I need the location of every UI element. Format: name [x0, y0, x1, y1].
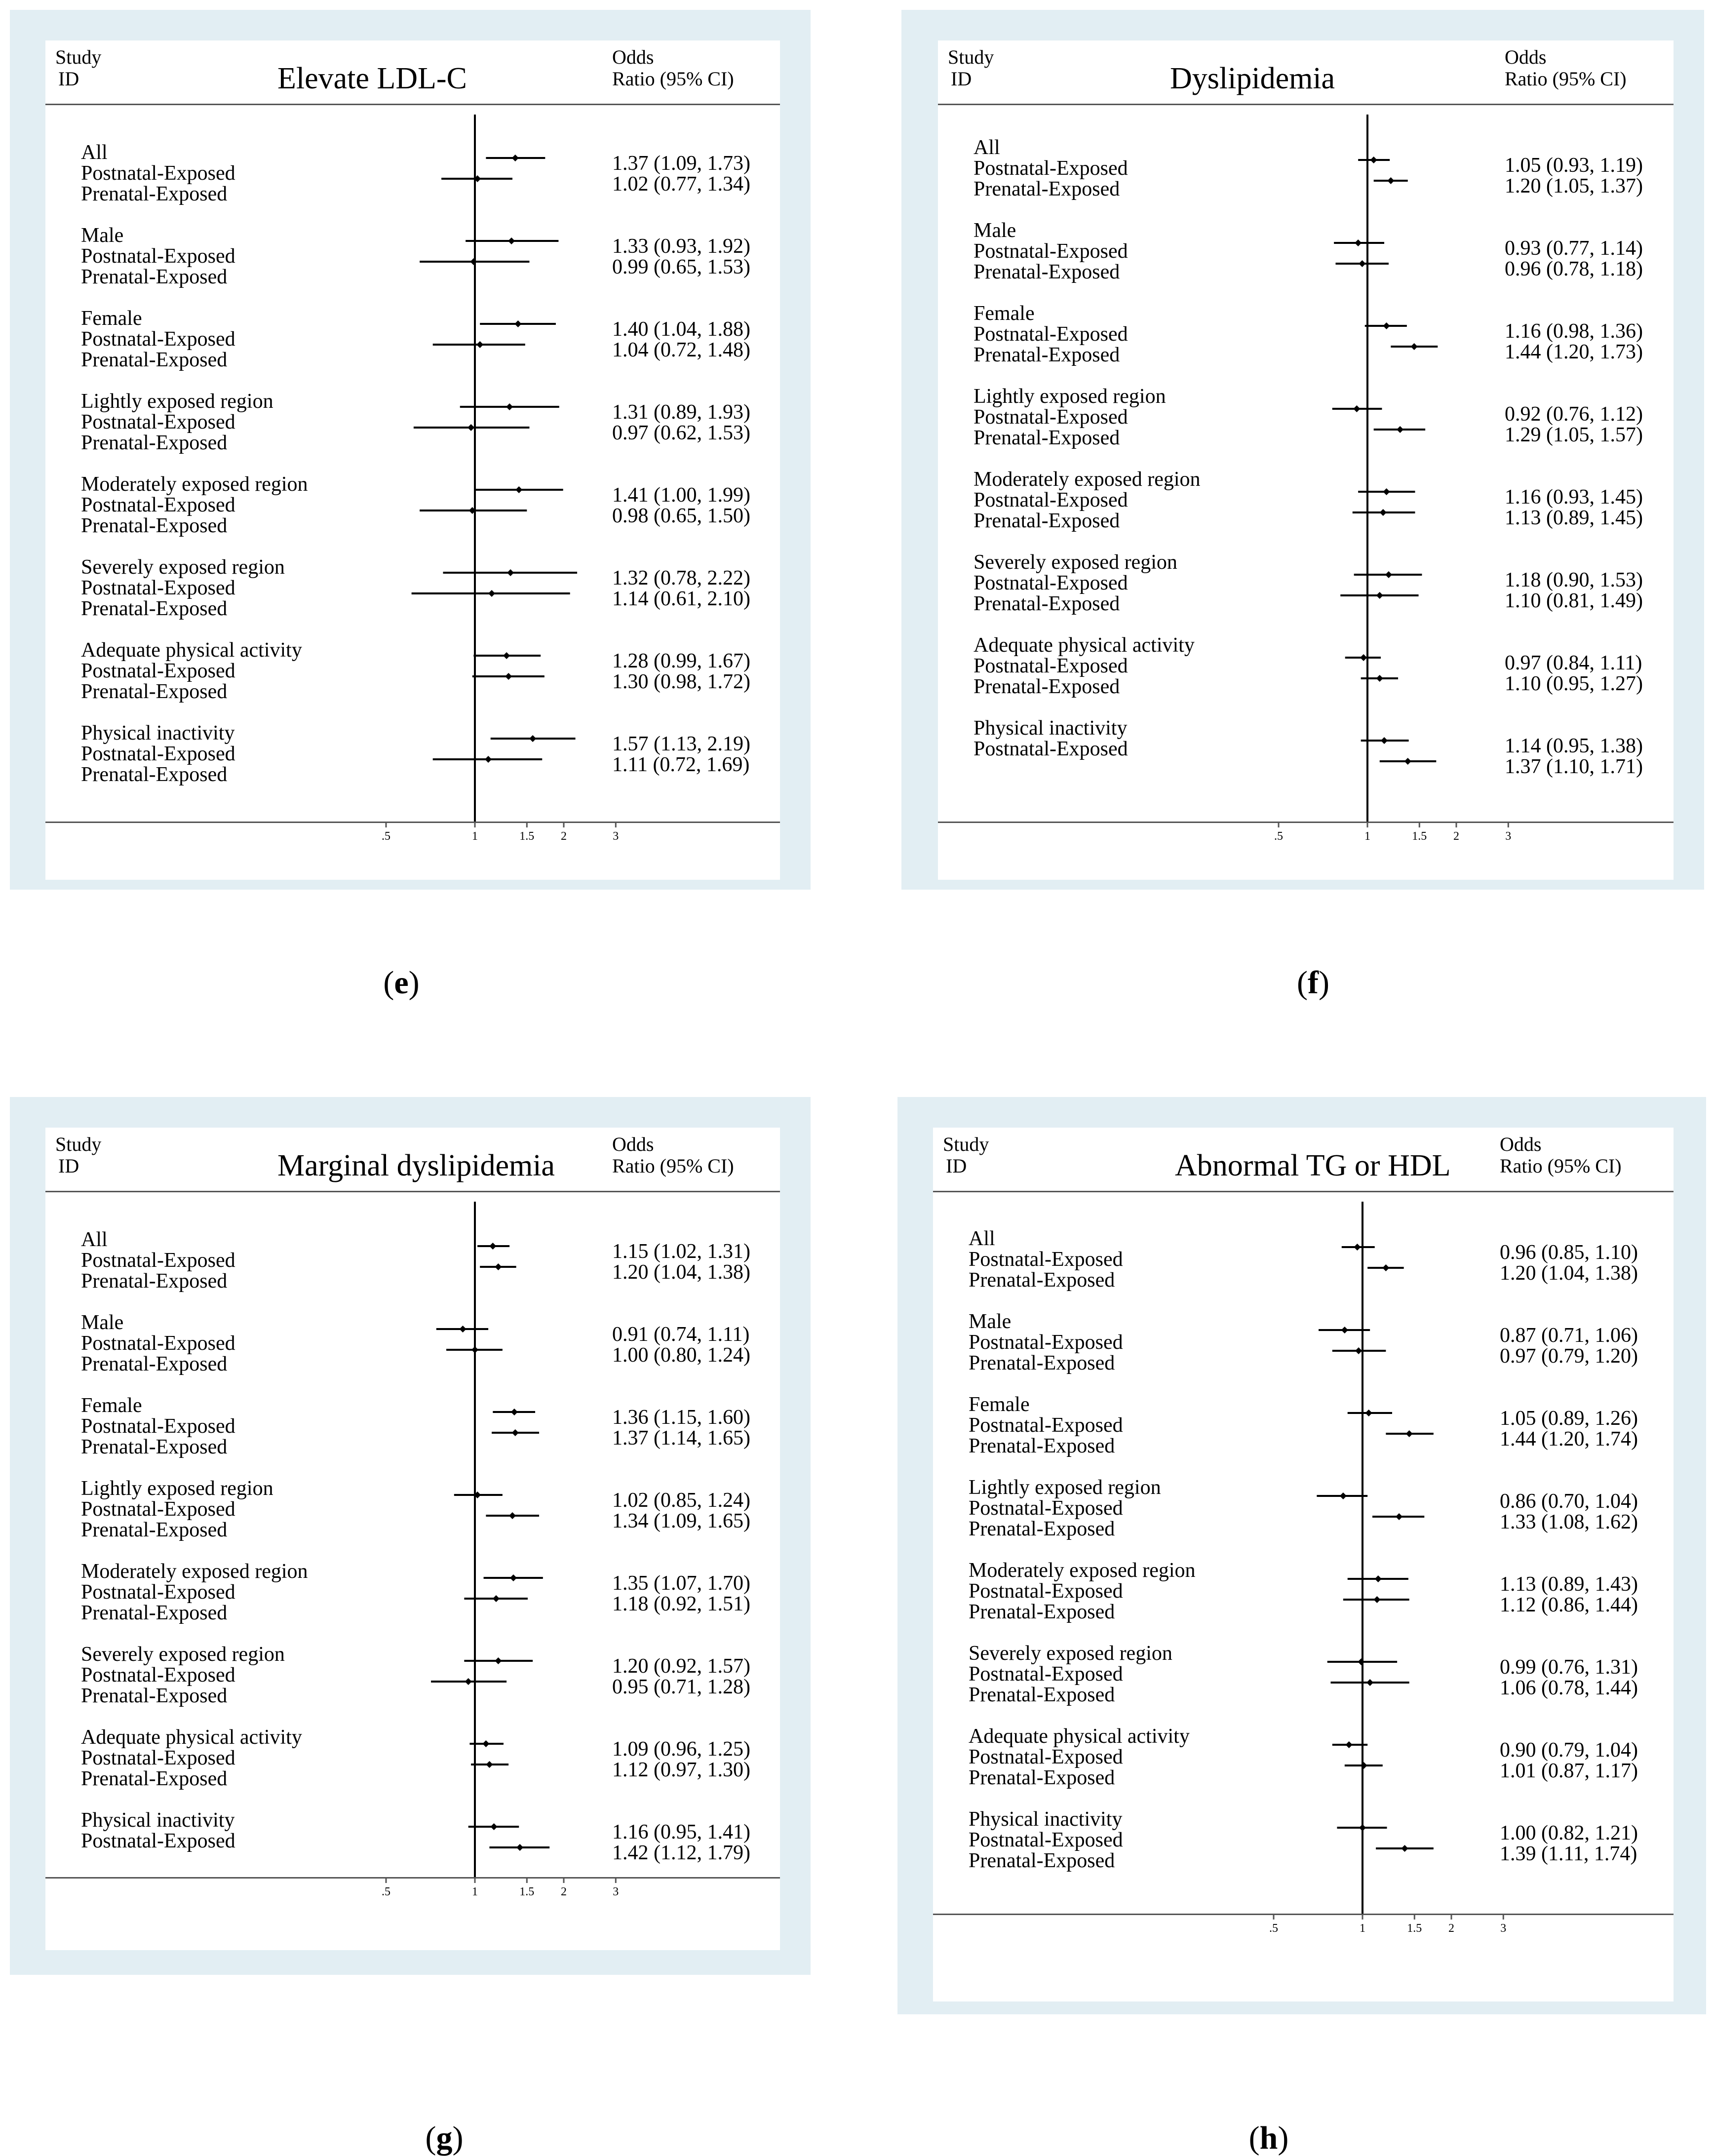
estimate-text: 1.30 (0.98, 1.72) [612, 670, 750, 693]
estimate-text: 0.97 (0.84, 1.11) [1505, 652, 1642, 674]
estimate-text: 1.20 (1.04, 1.38) [1500, 1262, 1638, 1285]
panel-caption: (h) [1248, 2120, 1289, 2156]
subgroup-label: All [81, 1228, 108, 1251]
exposure-label: Postnatal-Exposed [973, 406, 1128, 429]
exposure-label: Postnatal-Exposed [973, 738, 1128, 760]
point-estimate [1366, 1679, 1373, 1686]
study-header: Study [55, 1133, 102, 1155]
estimate-text: 0.92 (0.76, 1.12) [1505, 403, 1643, 426]
study-header: Study [55, 46, 102, 68]
estimate-text: 1.06 (0.78, 1.44) [1500, 1677, 1638, 1699]
estimate-text: 1.14 (0.95, 1.38) [1505, 735, 1643, 757]
exposure-label: Prenatal-Exposed [969, 1684, 1115, 1706]
exposure-label: Postnatal-Exposed [969, 1663, 1123, 1686]
estimate-text: 1.01 (0.87, 1.17) [1500, 1760, 1638, 1782]
exposure-label: Postnatal-Exposed [81, 494, 235, 516]
exposure-label: Postnatal-Exposed [973, 240, 1128, 263]
estimate-text: 1.02 (0.85, 1.24) [612, 1489, 750, 1512]
exposure-label: Prenatal-Exposed [81, 1270, 228, 1293]
x-tick-label: .5 [1274, 830, 1283, 843]
exposure-label: Prenatal-Exposed [81, 431, 228, 454]
exposure-label: Prenatal-Exposed [973, 178, 1120, 200]
panel-letter: e [394, 965, 409, 1001]
exposure-label: Prenatal-Exposed [81, 183, 228, 205]
x-tick-label: 3 [613, 1885, 619, 1898]
subgroup-label: Physical inactivity [973, 717, 1128, 740]
estimate-text: 0.93 (0.77, 1.14) [1505, 237, 1643, 260]
estimate-text: 1.31 (0.89, 1.93) [612, 401, 750, 424]
point-estimate [1402, 1845, 1408, 1852]
exposure-label: Postnatal-Exposed [969, 1580, 1123, 1603]
estimate-text: 1.20 (1.05, 1.37) [1505, 175, 1643, 197]
estimate-text: 1.00 (0.82, 1.21) [1500, 1822, 1638, 1844]
chart-title: Dyslipidemia [1170, 62, 1335, 95]
estimate-text: 0.97 (0.62, 1.53) [612, 422, 750, 444]
exposure-label: Prenatal-Exposed [969, 1269, 1115, 1292]
estimate-text: 1.37 (1.14, 1.65) [612, 1427, 750, 1450]
x-tick-label: 1.5 [1407, 1922, 1422, 1935]
x-tick-label: 2 [1448, 1922, 1454, 1935]
estimate-text: 1.16 (0.95, 1.41) [612, 1821, 750, 1843]
ratio-ci-header: Ratio (95% CI) [1500, 1155, 1622, 1177]
exposure-label: Prenatal-Exposed [973, 510, 1120, 532]
estimate-text: 1.32 (0.78, 2.22) [612, 567, 750, 589]
subgroup-label: Lightly exposed region [973, 385, 1166, 408]
estimate-text: 1.41 (1.00, 1.99) [612, 484, 750, 507]
estimate-text: 0.90 (0.79, 1.04) [1500, 1739, 1638, 1762]
panel-letter: g [436, 2120, 453, 2156]
panel-caption: (e) [383, 965, 420, 1001]
x-tick-label: .5 [382, 830, 390, 843]
subgroup-label: Physical inactivity [969, 1808, 1123, 1831]
estimate-text: 0.95 (0.71, 1.28) [612, 1676, 750, 1698]
estimate-text: 1.18 (0.90, 1.53) [1505, 569, 1643, 591]
point-estimate [1361, 1762, 1367, 1769]
point-estimate [1382, 1264, 1389, 1271]
odds-header: Odds [612, 1133, 654, 1155]
estimate-text: 1.04 (0.72, 1.48) [612, 339, 750, 361]
odds-header: Odds [612, 46, 654, 68]
estimate-text: 1.15 (1.02, 1.31) [612, 1240, 750, 1263]
odds-header: Odds [1500, 1133, 1542, 1155]
point-estimate [1359, 1824, 1366, 1831]
subgroup-label: Severely exposed region [969, 1642, 1172, 1665]
subgroup-label: Male [81, 1311, 124, 1334]
exposure-label: Postnatal-Exposed [969, 1497, 1123, 1520]
exposure-label: Prenatal-Exposed [81, 514, 228, 537]
x-tick-label: 2 [1453, 830, 1459, 843]
subgroup-label: Moderately exposed region [81, 473, 308, 496]
exposure-label: Postnatal-Exposed [81, 328, 235, 351]
estimate-text: 1.05 (0.93, 1.19) [1505, 154, 1643, 177]
estimate-text: 1.42 (1.12, 1.79) [612, 1842, 750, 1864]
point-estimate [1373, 1596, 1380, 1603]
exposure-label: Prenatal-Exposed [81, 1602, 228, 1624]
subgroup-label: Moderately exposed region [973, 468, 1201, 491]
estimate-text: 0.97 (0.79, 1.20) [1500, 1345, 1638, 1368]
exposure-label: Prenatal-Exposed [81, 763, 228, 786]
x-tick-label: .5 [382, 1885, 390, 1898]
estimate-text: 1.11 (0.72, 1.69) [612, 753, 750, 776]
estimate-text: 0.99 (0.65, 1.53) [612, 256, 750, 278]
panel-letter: h [1259, 2120, 1278, 2156]
estimate-text: 1.37 (1.10, 1.71) [1505, 755, 1643, 778]
estimate-text: 0.99 (0.76, 1.31) [1500, 1656, 1638, 1679]
exposure-label: Prenatal-Exposed [969, 1352, 1115, 1374]
subgroup-label: Moderately exposed region [81, 1560, 308, 1583]
subgroup-label: Female [81, 307, 142, 330]
panel-caption: (g) [425, 2120, 464, 2156]
estimate-text: 1.44 (1.20, 1.74) [1500, 1428, 1638, 1450]
subgroup-label: Male [973, 219, 1016, 242]
point-estimate [1346, 1741, 1353, 1748]
x-tick-label: 3 [1500, 1922, 1507, 1935]
x-tick-label: 1.5 [519, 1885, 535, 1898]
estimate-text: 0.98 (0.65, 1.50) [612, 505, 750, 527]
id-header: ID [58, 1155, 79, 1177]
estimate-text: 0.96 (0.85, 1.10) [1500, 1241, 1638, 1264]
point-estimate [1396, 1513, 1402, 1520]
estimate-text: 1.14 (0.61, 2.10) [612, 588, 750, 610]
x-tick-label: 1.5 [1412, 830, 1427, 843]
exposure-label: Postnatal-Exposed [81, 1332, 235, 1355]
exposure-label: Prenatal-Exposed [969, 1766, 1115, 1789]
estimate-text: 1.37 (1.09, 1.73) [612, 152, 750, 175]
point-estimate [1365, 1410, 1372, 1416]
chart-title: Elevate LDL-C [277, 62, 467, 95]
estimate-text: 1.05 (0.89, 1.26) [1500, 1407, 1638, 1430]
subgroup-label: Lightly exposed region [81, 390, 273, 413]
x-tick-label: 1 [472, 830, 478, 843]
exposure-label: Postnatal-Exposed [969, 1414, 1123, 1437]
exposure-label: Postnatal-Exposed [81, 1498, 235, 1521]
estimate-text: 1.16 (0.98, 1.36) [1505, 320, 1643, 343]
estimate-text: 1.13 (0.89, 1.43) [1500, 1573, 1638, 1596]
x-tick-label: 3 [613, 830, 619, 843]
estimate-text: 0.86 (0.70, 1.04) [1500, 1490, 1638, 1513]
ratio-ci-header: Ratio (95% CI) [612, 1155, 734, 1177]
exposure-label: Prenatal-Exposed [81, 1685, 228, 1707]
exposure-label: Postnatal-Exposed [81, 1747, 235, 1769]
exposure-label: Postnatal-Exposed [81, 1830, 235, 1852]
ratio-ci-header: Ratio (95% CI) [1505, 68, 1627, 90]
estimate-text: 1.20 (0.92, 1.57) [612, 1655, 750, 1678]
study-header: Study [943, 1133, 989, 1155]
x-tick-label: 1.5 [519, 830, 535, 843]
x-tick-label: 1 [1364, 830, 1370, 843]
estimate-text: 1.33 (1.08, 1.62) [1500, 1511, 1638, 1533]
exposure-label: Postnatal-Exposed [81, 411, 235, 433]
estimate-text: 1.40 (1.04, 1.88) [612, 318, 750, 341]
subgroup-label: All [973, 136, 1000, 159]
exposure-label: Prenatal-Exposed [973, 344, 1120, 366]
estimate-text: 1.57 (1.13, 2.19) [612, 733, 750, 755]
estimate-text: 1.02 (0.77, 1.34) [612, 173, 750, 196]
chart-title: Abnormal TG or HDL [1175, 1149, 1451, 1182]
subgroup-label: Severely exposed region [81, 1643, 285, 1666]
estimate-text: 1.12 (0.97, 1.30) [612, 1759, 750, 1781]
exposure-label: Prenatal-Exposed [81, 1436, 228, 1458]
exposure-label: Prenatal-Exposed [969, 1849, 1115, 1872]
estimate-text: 1.18 (0.92, 1.51) [612, 1593, 750, 1615]
x-tick-label: 1 [1360, 1922, 1365, 1935]
subgroup-label: Adequate physical activity [81, 639, 302, 662]
x-tick-label: 2 [561, 830, 567, 843]
estimate-text: 1.16 (0.93, 1.45) [1505, 486, 1643, 509]
estimate-text: 1.12 (0.86, 1.44) [1500, 1594, 1638, 1616]
point-estimate [1406, 1430, 1413, 1437]
exposure-label: Prenatal-Exposed [81, 266, 228, 288]
estimate-text: 1.10 (0.81, 1.49) [1505, 589, 1643, 612]
point-estimate [1358, 1658, 1364, 1665]
subgroup-label: Male [81, 224, 124, 247]
point-estimate [1341, 1327, 1348, 1333]
subgroup-label: All [969, 1227, 995, 1250]
subgroup-label: Male [969, 1310, 1012, 1333]
subgroup-label: Adequate physical activity [969, 1725, 1190, 1748]
estimate-text: 0.96 (0.78, 1.18) [1505, 258, 1643, 280]
subgroup-label: Severely exposed region [81, 556, 285, 579]
estimate-text: 1.29 (1.05, 1.57) [1505, 424, 1643, 446]
id-header: ID [951, 68, 972, 90]
exposure-label: Postnatal-Exposed [81, 577, 235, 599]
exposure-label: Prenatal-Exposed [969, 1518, 1115, 1540]
exposure-label: Postnatal-Exposed [973, 572, 1128, 594]
exposure-label: Prenatal-Exposed [973, 592, 1120, 615]
chart-title: Marginal dyslipidemia [277, 1149, 555, 1182]
estimate-text: 1.36 (1.15, 1.60) [612, 1406, 750, 1429]
id-header: ID [946, 1155, 967, 1177]
point-estimate [1340, 1492, 1347, 1499]
exposure-label: Prenatal-Exposed [81, 1353, 228, 1375]
estimate-text: 0.87 (0.71, 1.06) [1500, 1324, 1638, 1347]
exposure-label: Postnatal-Exposed [973, 157, 1128, 180]
exposure-label: Prenatal-Exposed [973, 427, 1120, 449]
exposure-label: Postnatal-Exposed [973, 323, 1128, 346]
estimate-text: 1.44 (1.20, 1.73) [1505, 341, 1643, 363]
subgroup-label: Lightly exposed region [969, 1476, 1161, 1499]
exposure-label: Postnatal-Exposed [969, 1829, 1123, 1851]
estimate-text: 1.13 (0.89, 1.45) [1505, 507, 1643, 529]
panel-letter: f [1308, 965, 1319, 1001]
odds-header: Odds [1505, 46, 1547, 68]
exposure-label: Prenatal-Exposed [81, 680, 228, 703]
exposure-label: Prenatal-Exposed [969, 1601, 1115, 1623]
subgroup-label: Adequate physical activity [81, 1726, 302, 1749]
exposure-label: Postnatal-Exposed [969, 1746, 1123, 1768]
estimate-text: 1.33 (0.93, 1.92) [612, 235, 750, 258]
exposure-label: Postnatal-Exposed [973, 489, 1128, 511]
exposure-label: Postnatal-Exposed [81, 1581, 235, 1604]
exposure-label: Prenatal-Exposed [81, 597, 228, 620]
subgroup-label: Adequate physical activity [973, 634, 1195, 657]
x-tick-label: 2 [561, 1885, 567, 1898]
exposure-label: Postnatal-Exposed [81, 1249, 235, 1272]
x-tick-label: .5 [1269, 1922, 1278, 1935]
point-estimate [1375, 1575, 1382, 1582]
exposure-label: Postnatal-Exposed [973, 655, 1128, 677]
x-tick-label: 3 [1505, 830, 1512, 843]
estimate-text: 1.28 (0.99, 1.67) [612, 650, 750, 672]
exposure-label: Prenatal-Exposed [973, 261, 1120, 283]
x-tick-label: 1 [472, 1885, 478, 1898]
exposure-label: Postnatal-Exposed [81, 245, 235, 268]
subgroup-label: Physical inactivity [81, 1809, 235, 1832]
id-header: ID [58, 68, 79, 90]
panel-caption: (f) [1297, 965, 1329, 1001]
estimate-text: 1.00 (0.80, 1.24) [612, 1344, 750, 1367]
estimate-text: 1.20 (1.04, 1.38) [612, 1261, 750, 1284]
ratio-ci-header: Ratio (95% CI) [612, 68, 734, 90]
subgroup-label: Female [81, 1394, 142, 1417]
exposure-label: Postnatal-Exposed [81, 1415, 235, 1438]
estimate-text: 1.35 (1.07, 1.70) [612, 1572, 750, 1595]
exposure-label: Prenatal-Exposed [81, 349, 228, 371]
subgroup-label: Physical inactivity [81, 722, 235, 745]
exposure-label: Postnatal-Exposed [81, 1664, 235, 1686]
exposure-label: Postnatal-Exposed [81, 660, 235, 682]
exposure-label: Prenatal-Exposed [81, 1767, 228, 1790]
study-header: Study [948, 46, 994, 68]
exposure-label: Postnatal-Exposed [969, 1248, 1123, 1271]
exposure-label: Prenatal-Exposed [81, 1519, 228, 1541]
point-estimate [1355, 1347, 1362, 1354]
estimate-text: 1.34 (1.09, 1.65) [612, 1510, 750, 1532]
estimate-text: 1.39 (1.11, 1.74) [1500, 1842, 1637, 1865]
subgroup-label: All [81, 141, 108, 164]
subgroup-label: Female [973, 302, 1035, 325]
estimate-text: 1.09 (0.96, 1.25) [612, 1738, 750, 1761]
subgroup-label: Severely exposed region [973, 551, 1177, 574]
estimate-text: 0.91 (0.74, 1.11) [612, 1323, 750, 1346]
exposure-label: Postnatal-Exposed [81, 743, 235, 765]
exposure-label: Prenatal-Exposed [969, 1435, 1115, 1457]
subgroup-label: Moderately exposed region [969, 1559, 1196, 1582]
point-estimate [1354, 1244, 1361, 1251]
exposure-label: Prenatal-Exposed [973, 675, 1120, 698]
estimate-text: 1.10 (0.95, 1.27) [1505, 672, 1643, 695]
subgroup-label: Lightly exposed region [81, 1477, 273, 1500]
exposure-label: Postnatal-Exposed [969, 1331, 1123, 1354]
exposure-label: Postnatal-Exposed [81, 162, 235, 185]
subgroup-label: Female [969, 1393, 1030, 1416]
